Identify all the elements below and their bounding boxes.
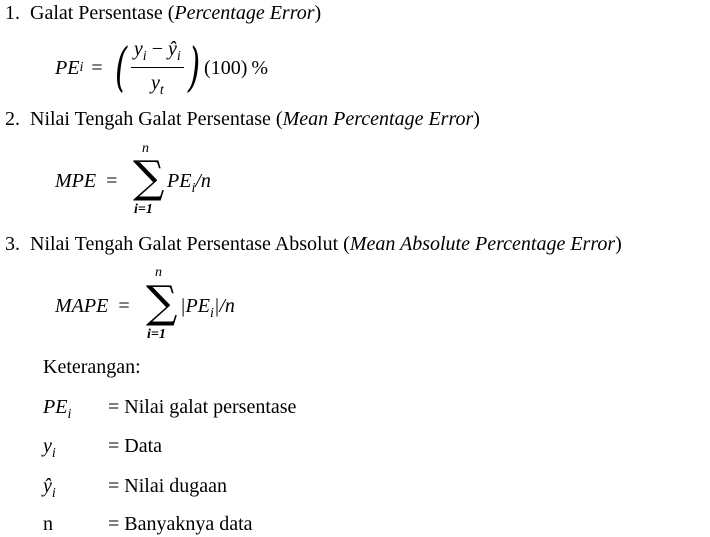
- mpe-lower: i=1: [134, 202, 153, 217]
- mpe-term: $PE_i/n$: [167, 170, 211, 196]
- legend-symbol-y: $y_i$: [43, 435, 56, 461]
- item-2-title: Nilai Tengah Galat Persentase (Mean Percentage Error): [30, 108, 480, 130]
- legend-heading: Keterangan:: [43, 356, 141, 378]
- mpe-sigma: ∑: [133, 152, 165, 203]
- item-1-number: 1.: [5, 2, 20, 24]
- pe-fraction: $\frac{y_i - ŷ_i}{y_t}$: [131, 39, 184, 98]
- legend-symbol-pe: $PE_i$: [43, 396, 72, 422]
- legend-symbol-yhat: $ŷ_i$: [43, 475, 56, 501]
- pe-formula: PE i = ( $\frac{y_i - ŷ_i}{y_t}$ ) (100) %: [55, 37, 269, 98]
- legend-desc-y: = Data: [108, 435, 163, 457]
- item-2-number: 2.: [5, 108, 20, 130]
- mape-lhs: MAPE =: [55, 295, 130, 317]
- mape-upper: n: [155, 265, 162, 280]
- mpe-upper: n: [142, 141, 149, 156]
- legend-desc-n: = Banyaknya data: [108, 513, 253, 535]
- mape-term: $|PE_i|/n$: [180, 295, 235, 321]
- item-3-title: Nilai Tengah Galat Persentase Absolut (Mean Absolute Percentage Error): [30, 233, 622, 255]
- legend-desc-yhat: = Nilai dugaan: [108, 475, 228, 497]
- item-1-title: Galat Persentase (Percentage Error): [30, 2, 322, 24]
- legend-desc-pe: = Nilai galat persentase: [108, 396, 297, 418]
- mape-sigma: ∑: [146, 277, 178, 328]
- mape-lower: i=1: [147, 327, 166, 342]
- mpe-lhs: MPE =: [55, 170, 118, 192]
- legend-symbol-n: n: [43, 513, 53, 535]
- item-3-number: 3.: [5, 233, 20, 255]
